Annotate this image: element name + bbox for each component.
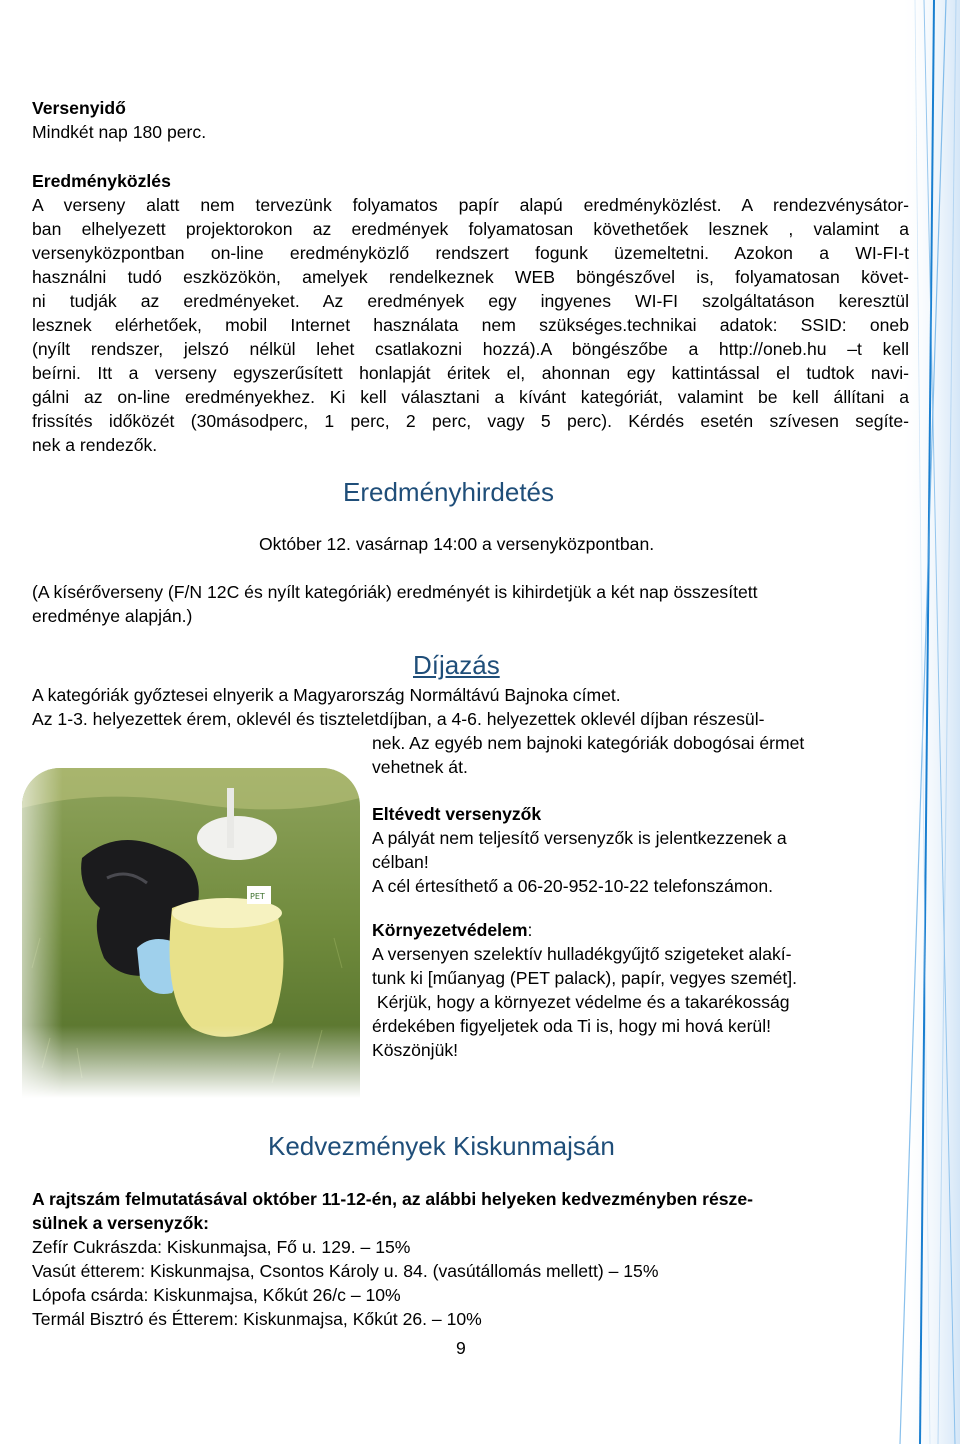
dijazas-line: Az 1-3. helyezettek érem, oklevél és tiszteletdíjban, a 4-6. helyezettek oklevél díjban részesül-	[32, 709, 765, 729]
eredmenykozles-heading: Eredményközlés	[32, 171, 171, 191]
kornyezet-line: A versenyen szelektív hulladékgyűjtő szigeteket alakí-	[372, 944, 792, 964]
waste-bins-illustration	[22, 768, 360, 1098]
dijazas-line: vehetnek át.	[372, 757, 468, 777]
dijazas-line: A kategóriák győztesei elnyerik a Magyarország Normáltávú Bajnoka címet.	[32, 685, 621, 705]
eredmenykozles-line: frissítés időközét (30másodperc, 1 perc, 2 perc, vagy 5 perc). Kérdés esetén szívesen segíte-	[32, 411, 909, 431]
waste-bins-photo	[22, 768, 360, 1098]
eredmenyhirdetes-note-line: (A kísérőverseny (F/N 12C és nyílt kategóriák) eredményét is kihirdetjük a két nap összesített	[32, 582, 758, 602]
eredmenykozles-line: gálni az on-line eredményekhez. Ki kell választani a kívánt kategóriát, valamint be kell állítani a	[32, 387, 909, 407]
eltevedt-line: A cél értesíthető a 06-20-952-10-22 telefonszámon.	[372, 876, 773, 896]
kedvezmenyek-intro: sülnek a versenyzők:	[32, 1213, 210, 1233]
dijazas-heading: Díjazás	[413, 650, 500, 680]
eredmenykozles-line: ban elhelyezett projektorokon az eredmények folyamatosan követhetőek lesznek , valamint a	[32, 219, 909, 239]
page-number: 9	[456, 1338, 466, 1358]
eredmenyhirdetes-note-line: eredménye alapján.)	[32, 606, 193, 626]
kornyezet-line: tunk ki [műanyag (PET palack), papír, vegyes szemét].	[372, 968, 798, 988]
eredmenykozles-line: A verseny alatt nem tervezünk folyamatos papír alapú eredményközlést. A rendezvénysátor-	[32, 195, 909, 215]
eltevedt-line: A pályát nem teljesítő versenyzők is jelentkezzenek a	[372, 828, 787, 848]
eltevedt-heading: Eltévedt versenyzők	[372, 804, 542, 824]
eredmenyhirdetes-heading: Eredményhirdetés	[343, 477, 554, 507]
versenyido-text: Mindkét nap 180 perc.	[32, 122, 207, 142]
kornyezet-heading: Környezetvédelem	[372, 920, 528, 940]
kornyezet-line: érdekében figyeljetek oda Ti is, hogy mi hová kerül!	[372, 1016, 772, 1036]
eredmenyhirdetes-when: Október 12. vasárnap 14:00 a versenyközpontban.	[259, 534, 655, 554]
kornyezet-line: Kérjük, hogy a környezet védelme és a takarékosság	[372, 992, 790, 1012]
kornyezet-line: Köszönjük!	[372, 1040, 459, 1060]
kedvezmenyek-intro: A rajtszám felmutatásával október 11-12-én, az alábbi helyeken kedvezményben része-	[32, 1189, 753, 1209]
kornyezet-colon: :	[527, 920, 533, 940]
eredmenykozles-line: nek a rendezők.	[32, 435, 158, 455]
eredmenykozles-line: (nyílt rendszer, jelszó nélkül lehet csatlakozni hozzá).A böngészőbe a http://oneb.hu –t kell	[32, 339, 909, 359]
versenyido-heading: Versenyidő	[32, 98, 126, 118]
eredmenykozles-line: beírni. Itt a verseny egyszerűsített honlapját éritek el, ahonnan egy kattintással el tudtok navi-	[32, 363, 909, 383]
eredmenykozles-line: versenyközpontban on-line eredményközlő rendszert fogunk üzemeltetni. Azokon a WI-FI-t	[32, 243, 909, 263]
kedvezmenyek-heading: Kedvezmények Kiskunmajsán	[268, 1131, 615, 1161]
eredmenykozles-line: használni tudó eszközökön, amelyek rendelkeznek WEB böngészővel is, folyamatosan követ-	[32, 267, 909, 287]
kedvezmenyek-item: Zefír Cukrászda: Kiskunmajsa, Fő u. 129. – 15%	[32, 1237, 411, 1257]
kedvezmenyek-item: Termál Bisztró és Étterem: Kiskunmajsa, Kőkút 26. – 10%	[32, 1309, 482, 1329]
eredmenykozles-line: lesznek elérhetőek, mobil Internet használata nem szükséges.technikai adatok: SSID: oneb	[32, 315, 909, 335]
kornyezet-heading-row	[372, 918, 532, 942]
eredmenykozles-line: ni tudják az eredményeket. Az eredmények egy ingyenes WI-FI szolgáltatáson keresztül	[32, 291, 909, 311]
dijazas-line: nek. Az egyéb nem bajnoki kategóriák dobogósai érmet	[372, 733, 805, 753]
eltevedt-line: célban!	[372, 852, 429, 872]
kedvezmenyek-item: Vasút étterem: Kiskunmajsa, Csontos Károly u. 84. (vasútállomás mellett) – 15%	[32, 1261, 659, 1281]
kedvezmenyek-item: Lópofa csárda: Kiskunmajsa, Kőkút 26/c – 10%	[32, 1285, 401, 1305]
